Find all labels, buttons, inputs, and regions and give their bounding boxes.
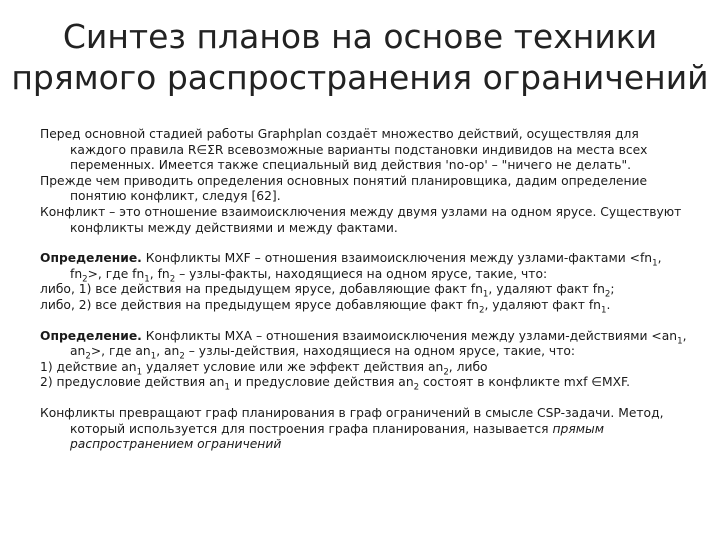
slide-title xyxy=(0,16,720,98)
paragraph-conflict-definition: Конфликт – это отношение взаимоисключения между двумя узлами на одном ярусе. Существуют конфликты между действиями и между фактами. xyxy=(40,204,682,235)
title-line-1: Синтез планов на основе техники xyxy=(62,17,658,56)
definition-mxa-case-1: 1) действие $an_1$ удаляет условие или же эффект действия $an_2$, либо xyxy=(40,359,488,378)
definition-label: Определение. xyxy=(40,328,142,343)
definition-mxf-case-2: либо, 2) все действия на предыдущем ярусе добавляющие факт $fn_2$, удаляют факт $fn_1$. xyxy=(40,297,611,316)
definition-mxa-case-2: 2) предусловие действия $an_1$ и предусловие действия $an_2$ состоят в конфликте mxf ∈MXF. xyxy=(40,375,631,393)
definition-mxa: Определение. Конфликты MXA – отношения взаимоисключения между узлами-действиями $<an_1$, $an_2>$, где $an_1$, $an_2$ – узлы-действия, находящиеся на одном ярусе, такие, что: xyxy=(40,328,687,362)
title-line-2: прямого распространения ограничений xyxy=(11,58,709,97)
term-forward-propagation: прямым распространением ограничений xyxy=(70,421,604,452)
paragraph-conflict-intro: Прежде чем приводить определения основных понятий планировщика, дадим определение понятию конфликт, следуя [62]. xyxy=(40,173,648,204)
definition-mxf-case-1: либо, 1) все действия на предыдущем ярусе, добавляющие факт $fn_1$, удаляют факт $fn_2$; xyxy=(40,282,615,300)
paragraph-graphplan-actions: Перед основной стадией работы Graphplan создаёт множество действий, осуществляя для каждого правила R∈ΣR всевозможные варианты подстановки индивидов на места всех переменных. Имеется также специальный вид действия 'no-op' – "ничего не делать". xyxy=(40,127,648,173)
definition-mxf: Определение. Конфликты MXF – отношения взаимоисключения между узлами-фактами $<fn_1$, $fn_2>$, где $fn_1$, $fn_2$ – узлы-факты, находящиеся на одном ярусе, такие, что: xyxy=(40,251,662,285)
slide-body xyxy=(40,127,688,453)
definition-label: Определение. xyxy=(40,251,142,266)
paragraph-constraint-propagation: Конфликты превращают граф планирования в граф ограничений в смысле CSP-задачи. Метод, который используется для построения графа планирования, называется прямым распространением ограничений xyxy=(40,405,664,452)
